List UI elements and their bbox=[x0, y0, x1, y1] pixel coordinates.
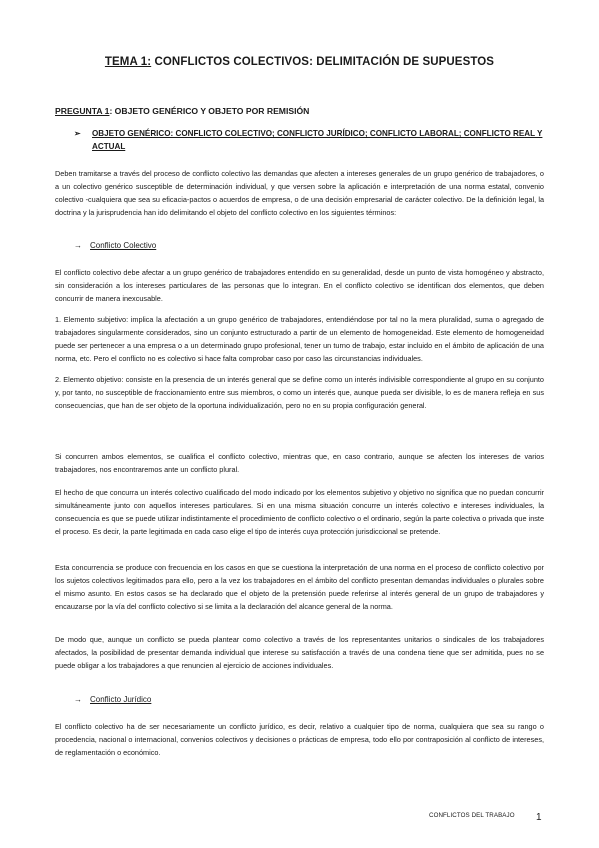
subheading-text: Conflicto Colectivo bbox=[90, 241, 157, 250]
footer-label: CONFLICTOS DEL TRABAJO bbox=[429, 812, 515, 819]
paragraph-legal-conflict: El conflicto colectivo ha de ser necesariamente un conflicto jurídico, es decir, relativo a cualquier tipo de norma, cualquiera que sea su rango o procedencia, nacional o internacional, convenios colectivos y decisiones o prácticas de empresa, todo ello por contraposición al conflicto de intereses, de reglamentación o económico. bbox=[55, 722, 544, 757]
bullet-heading bbox=[74, 127, 554, 153]
subheading-conflicto-juridico bbox=[74, 694, 151, 706]
question-text: : OBJETO GENÉRICO Y OBJETO POR REMISIÓN bbox=[109, 106, 310, 116]
paragraph-concurrence: El hecho de que concurra un interés colectivo cualificado del modo indicado por los elementos subjetivo y objetivo no significa que no puedan concurrir simultáneamente junto con aquellos intereses particulares. Si en una misma situación concurre un interés colectivo e intereses individuales, la consecuencia es que se puede utilizar indistintamente el procedimiento de conflicto colectivo o el ordinario, según la parte colectiva o privada que inste el proceso. Es decir, la parte legitimada en cada caso elige el tipo de interés cuya protección jurisdiccional se pretende. bbox=[55, 488, 544, 536]
title-prefix: TEMA 1: bbox=[104, 56, 152, 68]
page-title bbox=[0, 56, 599, 68]
paragraph-frequency: Esta concurrencia se produce con frecuencia en los casos en que se cuestiona la interpretación de una norma en el proceso de conflicto colectivo por los sujetos colectivos legitimados para ello, pero a la vez los trabajadores en el ámbito del conflicto presentan demandas individuales o plurales sobre el mismo asunto. En estos casos se ha declarado que el objeto de la pretensión puede referirse al interés general de un grupo de trabajadores y encauzarse por la vía del conflicto colectivo si se limita a la declaración del alcance general de la norma. bbox=[55, 563, 544, 611]
subheading-conflicto-colectivo bbox=[74, 240, 156, 252]
paragraph-intro: Deben tramitarse a través del proceso de conflicto colectivo las demandas que afecten a intereses generales de un grupo genérico de trabajadores, o a un colectivo genérico susceptible de determinación individual, y que versen sobre la aplicación e interpretación de una norma estatal, convenio colectivo -cualquiera que sea su eficacia-pactos o acuerdos de empresa, o de una decisión empresarial de carácter colectivo. De la definición legal, la doctrina y la jurisprudencia han ido delimitando el objeto del conflicto colectivo en los siguientes términos: bbox=[55, 169, 544, 217]
paragraph-subjective-element: 1. Elemento subjetivo: implica la afectación a un grupo genérico de trabajadores, entendiéndose por tal no la mera pluralidad, suma o agregado de trabajadores singularmente considerados, sino un conjunto estructurado a partir de un elemento de homogeneidad. Este elemento de homogeneidad puede ser pertenecer a una empresa o a un determinado grupo profesional, tener un turno de trabajo, estar incluido en el ámbito de aplicación de una norma, etc. Pero el conflicto no es colectivo si hace falta comprobar caso por caso las circunstancias individuales. bbox=[55, 315, 544, 363]
paragraph-conclusion: De modo que, aunque un conflicto se pueda plantear como colectivo a través de los representantes unitarios o sindicales de los trabajadores afectados, la posibilidad de presentar demanda individual que interese su satisfacción a través de una condena tiene que ser admitida, pues no se puede obligar a los trabajadores a que renuncien al ejercicio de acciones individuales. bbox=[55, 635, 544, 670]
question-prefix: PREGUNTA 1 bbox=[55, 106, 110, 116]
title-text: CONFLICTOS COLECTIVOS: DELIMITACIÓN DE SUPUESTOS bbox=[151, 56, 495, 68]
arrowhead-bullet-icon: ➢ bbox=[74, 129, 81, 138]
paragraph-objective-element: 2. Elemento objetivo: consiste en la presencia de un interés general que se define como un interés indivisible correspondiente al grupo en su conjunto y, por tanto, no susceptible de fraccionamiento entre sus miembros, o como un interés que, aunque pueda ser divisible, lo es de manera refleja en sus consecuencias, que han de ser objeto de la oportuna individualización, pero no en su propia configuración general. bbox=[55, 375, 544, 410]
subheading-text: Conflicto Jurídico bbox=[90, 695, 152, 704]
page-number: 1 bbox=[536, 812, 542, 823]
bullet-heading-text: OBJETO GENÉRICO: CONFLICTO COLECTIVO; CONFLICTO JURÍDICO; CONFLICTO LABORAL; CONFLICTO REAL Y ACTUAL bbox=[92, 129, 543, 151]
right-arrow-icon: → bbox=[74, 241, 82, 250]
paragraph-definition: El conflicto colectivo debe afectar a un grupo genérico de trabajadores entendido en su generalidad, desde un punto de vista homogéneo y abstracto, sin consideración a los intereses particulares de las personas que lo integran. En el conflicto colectivo se identifican dos elementos, que deben concurrir de manera inexcusable. bbox=[55, 268, 544, 303]
paragraph-plural-conflict: Si concurren ambos elementos, se cualifica el conflicto colectivo, mientras que, en caso contrario, aunque se afecten los intereses de varios trabajadores, nos encontraremos ante un conflicto plural. bbox=[55, 452, 544, 474]
right-arrow-icon: → bbox=[74, 695, 82, 704]
question-heading bbox=[55, 106, 309, 116]
